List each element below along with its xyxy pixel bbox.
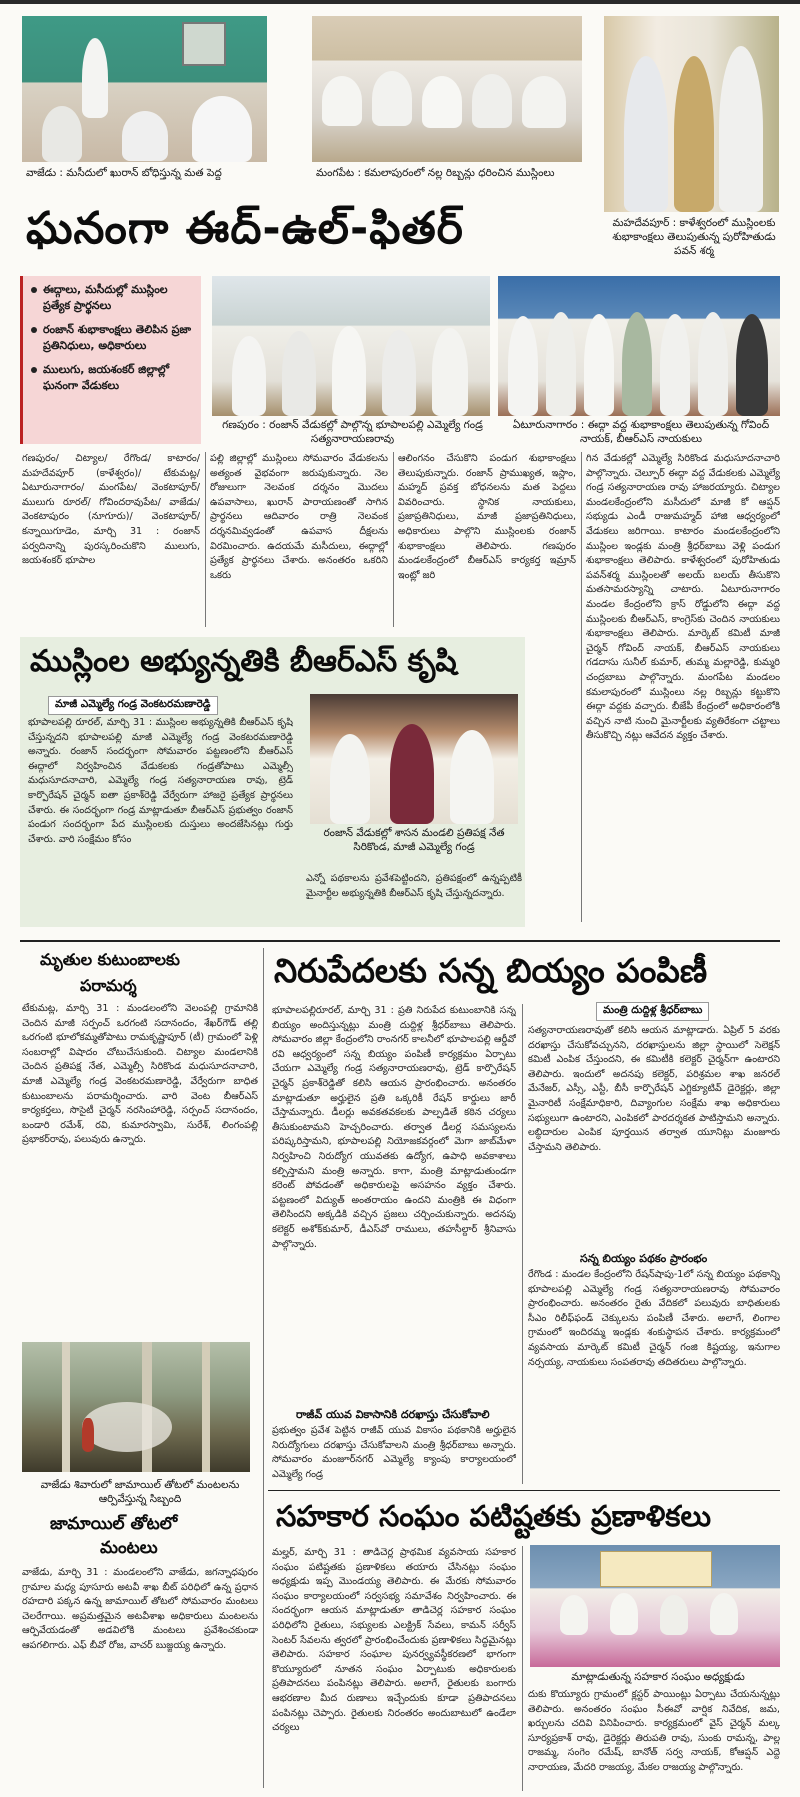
condolence-headline: మృతుల కుటుంబాలకు [40, 950, 180, 969]
rice-byline: మంత్రి దుద్దిళ్ల శ్రీధర్‌బాబు [596, 1002, 709, 1021]
caption-forest-fire: వాజేడు శివారులో జామాయిల్ తోటలో మంటలను ఆర్పివేస్తున్న సిబ్బంది [40, 1479, 240, 1505]
eid-body-col4: గిన వేడుకల్లో ఎమ్మెల్యే సిరికొండ మధుసూదనాచారి పాల్గొన్నారు. చెల్పూర్ ఈద్గా వద్ద వేడుకలకు ఎమ్మెల్యే గండ్ర సత్యనారాయణ రావు హాజరయ్యారు. చిట్యాల మండలకేంద్రంలోని మసీదులో మాజీ కో ఆప్షన్ సభ్యుడు ఎండీ రాజుమహ్మద్ హాజి ఆధ్వర్యంలో వేడుకలు జరిగాయి. కాటారం మండలకేంద్రంలోని ముస్లింల ఇండ్లకు మంత్రి శ్రీధర్‌బాబు వెళ్లి పండుగ శుభాకాంక్షలు తెలిపారు. కాళేశ్వరంలో పురోహితుడు పవన్‌శర్మ ముస్లింలతో అలయ్ బలయ్ తీసుకొని మతసామరస్యాన్ని చాటారు. ఏటూరునాగారం మండల కేంద్రంలోని క్రాస్ రోడ్డులోని ఈద్గా వద్ద ముస్లింలకు బీఆర్ఎస్, కాంగ్రెస్‌కు చెందిన నాయకులు శుభాకాంక్షలు తెలిపారు. మార్కెట్ కమిటీ మాజీ చైర్మన్ గోవింద్ నాయక్, బీఆర్ఎస్ నాయకులు గడదాసు సునీల్ కుమార్, తుమ్మ మల్లారెడ్డి, కుమ్మరి చంద్రబాబు పాల్గొన్నారు. మంగపేట మండలం కమలాపురంలో ముస్లింలు నల్ల రిబ్బన్లు కట్టుకొని ఈద్గా వద్దకు వచ్చారు. బీజేపీ కేంద్రంలో అధికారంలోకి వచ్చిన నాటి నుంచి మైనార్టీలకు వ్యతిరేకంగా చట్టాలు తీసుకొచ్చి నట్లు ఆవేదన వ్యక్తం చేశారు. [586, 453, 780, 742]
photo-mangapeta-crowd [312, 16, 582, 162]
rice-body-col2: సత్యనారాయణరావుతో కలిసి ఆయన మాట్లాడారు. ఏప్రిల్ 5 వరకు దరఖాస్తు చేసుకోవచ్చునని, దరఖాస్తులను జిల్లా స్థాయిలో సెలెక్షన్ కమిటీ ఎంపిక చేస్తుందని, ఈ కమిటీకి కలెక్టర్ చైర్మన్‌గా ఉంటారని తెలిపారు. ఇందులో అదనపు కలెక్టర్, పరిశ్రమల శాఖ జనరల్ మేనేజర్, ఎస్సీ, ఎస్టీ, బీసీ కార్పొరేషన్ ఎగ్జిక్యూటివ్ డైరెక్టర్లు, జిల్లా మైనారిటీ సంక్షేమాధికారి, దివ్యాంగుల సంక్షేమ శాఖ అధికారులు సభ్యులుగా ఉంటారని, ఎంపికలో పారదర్శకత పాటిస్తామని అన్నారు. లబ్ధిదారుల ఎంపిక పూర్తయిన తర్వాత యూనిట్లు మంజూరు చేస్తామని తెలిపారు. [528, 1025, 780, 1153]
column-divider [393, 452, 394, 627]
rice-headline: నిరుపేదలకు సన్న బియ్యం పంపిణీ [274, 951, 708, 990]
section-rule [268, 1490, 780, 1491]
forest-body: వాజేడు, మార్చి 31 : మండలంలోని వాజేడు, జగన్నాధపురం గ్రామాల మధ్య పూసూరు అటవీ శాఖ బీట్ పరిధిలో ఉన్న ప్రధాన రహదారి పక్కన ఉన్న జామాయిల్ తోటలో సోమవారం మంటలు చెలరేగాయి. అప్రమత్తమైన అటవీశాఖ అధికారులు మంటలను ఆర్పివేయడంతో అడవిలోకి మంటలు ప్రవేశించకుండా ఆపగలిగారు. ఎఫ్ బీవో రోజ, వాచర్ బుజ్జయ్య ఉన్నారు. [22, 1567, 258, 1651]
column-divider [522, 1546, 523, 1791]
sahakara-headline: సహకార సంఘం పటిష్టతకు ప్రణాళికలు [276, 1499, 712, 1533]
photo-brs-ramzan [310, 694, 518, 824]
condolence-body: టేకుమట్ల, మార్చి 31 : మండలంలోని వెలంపల్లి గ్రామానికి చెందిన మాజీ సర్పంచ్ ఒరగంటి సదానందం, శేఖర్‌గౌడ్ తల్లి ఒరగంటి భూలోకమ్మతోపాటు రామకృష్ణాపూర్ (టీ) గ్రామంలో పెళ్లి సంబరాల్లో విషాదం చోటుచేసుకుంది. చిట్యాల మండలానికి చెందిన ప్రతిపక్ష నేత, ఎమ్మెల్సీ సిరికొండ మధుసూదనాచారి, మాజీ ఎమ్మెల్యే గండ్ర వెంకటరమణారెడ్డి, వేర్వేరుగా బాధిత కుటుంబాలను పరామర్శించారు. వారి వెంట బీఆర్ఎస్ కార్యకర్తలు, సొసైటీ చైర్మన్ నరసింహారెడ్డి, సర్పంచ్ సదానందం, బండారి రమేశ్, రవి, కుమారస్వామి, సురేశ్, లింగంపల్లి ప్రభాకర్‌రావు, పలువురు ఉన్నారు. [22, 1003, 258, 1146]
caption-vajedu-mosque: వాజేడు : మసీదులో ఖురాన్ బోధిస్తున్న మత పెద్ద [26, 167, 222, 179]
caption-eturunagaram: ఏటూరునాగారం : ఈద్గా వద్ద శుభాకాంక్షలు తెలుపుతున్న గోవింద్ నాయక్, బీఆర్ఎస్ నాయకులు [512, 419, 770, 445]
condolence-headline-2: పరామర్శ [80, 976, 137, 995]
brs-headline: ముస్లింల అభ్యున్నతికి బీఆర్ఎస్ కృషి [30, 644, 457, 679]
photo-ganapuram-mla [212, 276, 490, 416]
sahakara-body-col2: దుకు కొయ్యూరు గ్రామంలో క్లస్టర్ పాయింట్లు ఏర్పాటు చేయనున్నట్లు తెలిపారు. అనంతరం సంఘం సీఈవో వార్షిక నివేదిక, జమ, ఖర్చులను చదివి వినిపించారు. కార్యక్రమంలో వైస్ చైర్మన్ మల్క సూర్యప్రకాశ్ రావు, డైరెక్టర్లు తిరుపతి రావు, సుంకు రామన్న, పాల్ల రాజమ్మ, సంగెం రమేష్, బానోత్ సర్వ నాయక్, కోఆప్షన్ ఎద్దె నారాయణ, మేదరి రాజయ్య, మేకల రాజయ్య పాల్గొన్నారు. [528, 1689, 780, 1773]
highlight-item: ఈద్గాలు, మసీదుల్లో ముస్లింల ప్రత్యేక ప్రార్థనలు [29, 282, 195, 314]
eid-highlights-box [20, 276, 201, 444]
forest-headline: జామాయిల్ తోటలో [50, 1514, 178, 1534]
rice-body-col2b: రేగొండ : మండల కేంద్రంలోని రేషన్‌షాపు-1లో సన్న బియ్యం పథకాన్ని భూపాలపల్లి ఎమ్మెల్యే గండ్ర సత్యనారాయణరావు సోమవారం ప్రారంభించారు. అనంతరం రైతు వేదికలో పలువురు బాధితులకు సీఎం రిలీఫ్‌ఫండ్ చెక్కులను పంపిణీ చేశారు. అలాగే, లింగాల గ్రామంలో ఇందిరమ్మ ఇండ్లకు శంకుస్థాపన చేశారు. కార్యక్రమంలో వ్యవసాయ మార్కెట్ కమిటీ చైర్మన్ గంజి కిష్టయ్య, ఇనుగాల నర్సయ్య, నాయకులు సంపతరావు తదితరులు పాల్గొన్నారు. [528, 1269, 780, 1368]
page-top-rule [0, 0, 800, 4]
rice-subhead-yuva: రాజీవ్ యువ వికాసానికి దరఖాస్తు చేసుకోవాలి [296, 1408, 490, 1421]
brs-tail: ఎన్నో పథకాలను ప్రవేశపెట్టిందని, ప్రతిపక్షంలో ఉన్నప్పటికీ మైనార్టీల అభ్యున్నతికి బీఆర్ఎస్ కృషి చేస్తున్నదన్నారు. [306, 873, 522, 899]
forest-headline-2: మంటలు [100, 1538, 158, 1558]
rice-body-col1b: ప్రభుత్వం ప్రవేశ పెట్టిన రాజీవ్ యువ వికాసం పథకానికి అర్హులైన నిరుద్యోగులు దరఖాస్తు చేసుకోవాలని మంత్రి శ్రీధర్‌బాబు అన్నారు. సోమవారం మంజూర్‌నగర్ ఎమ్మెల్యే క్యాంపు కార్యాలయంలో ఎమ్మెల్యే గండ్ర [272, 1425, 516, 1480]
caption-ganapuram: గణపురం : రంజాన్ వేడుకల్లో పాల్గొన్న భూపాలపల్లి ఎమ్మెల్యే గండ్ర సత్యనారాయణరావు [222, 419, 483, 445]
column-divider [263, 948, 264, 1788]
caption-mahadevpur: మహదేవపూర్ : కాళేశ్వరంలో ముస్లింలకు శుభాకాంక్షలు తెలుపుతున్న పురోహితుడు పవన్ శర్మ [612, 217, 776, 257]
photo-eturunagaram-group [498, 276, 780, 416]
brs-body: భూపాలపల్లి రూరల్, మార్చి 31 : ముస్లింల అభ్యున్నతికి బీఆర్ఎస్ కృషి చేస్తున్నదని భూపాలపల్లి మాజీ ఎమ్మెల్యే గండ్ర వెంకటరమణారెడ్డి అన్నారు. రంజాన్ సందర్భంగా సోమవారం పట్టణంలోని బీఆర్ఎస్ ఈద్గాలో నిర్వహించిన వేడుకలకు గండ్రతోపాటు ఎమ్మెల్సీ మధుసూదనాచారి, ఎమ్మెల్యే గండ్ర సత్యనారాయణ రావు, ట్రెడ్ కార్పొరేషన్ చైర్మన్ ఐతా ప్రకాశ్‌రెడ్డి వేర్వేరుగా హాజరై ప్రత్యేక ప్రార్థనలు చేశారు. ఈ సందర్భంగా గండ్ర మాట్లాడుతూ బీఆర్ఎస్ ప్రభుత్వం రంజాన్ పండుగ సందర్భంగా పేద ముస్లింలకు దుస్తులు అందజేసినట్లు గుర్తు చేశారు. వారి సంక్షేమం కోసం [28, 717, 293, 845]
rice-body-col1: భూపాలపల్లిరూరల్, మార్చి 31 : ప్రతి నిరుపేద కుటుంబానికి సన్న బియ్యం అందిస్తున్నట్లు మంత్రి దుద్దిళ్ల శ్రీధర్‌బాబు తెలిపారు. సోమవారం జిల్లా కేంద్రంలోని రాంనగర్ కాలనీలో భూపాలపల్లి ఆర్డీవో రవి ఆధ్వర్యంలో సన్న బియ్యం పంపిణీ కార్యక్రమం ఏర్పాటు చేయగా ఎమ్మెల్యే గండ్ర సత్యనారాయణరావు, ట్రెడ్ కార్పొరేషన్ చైర్మన్ ప్రకాశ్‌రెడ్డితో కలిసి ఆయన ప్రారంభించారు. అనంతరం మాట్లాడుతూ అర్హులైన ప్రతి ఒక్కరికీ రేషన్ కార్డులు జారీ చేస్తామన్నారు. డీలర్లు అవకతవకలకు పాల్పడితే కఠిన చర్యలు తీసుకుంటామని హెచ్చరించారు. తర్వాత డీలర్ల సమస్యలను పరిష్కరిస్తామని, భూపాలపల్లి నియోజకవర్గంలో మెగా జాబ్‌మేళా నిర్వహించి నిరుద్యోగ యువతకు ఉద్యోగ, ఉపాధి అవకాశాలు కల్పిస్తామని మంత్రి అన్నారు. కాగా, మంత్రి మాట్లాడుతుండగా కరెంట్ పోవడంతో అధికారులపై అసహనం వ్యక్తం చేశారు. పట్టణంలో విద్యుత్ అంతరాయం ఉందని మంత్రికి ఈ విధంగా తెలిసిందని అక్కడికి వచ్చిన ప్రజలు చర్చించుకున్నారు. అదనపు కలెక్టర్ అశోక్‌కుమార్, డీఎస్‌వో రాములు, తహసీల్దార్ శ్రీనివాసు పాల్గొన్నారు. [272, 1005, 516, 1250]
highlight-item: రంజాన్ శుభాకాంక్షలు తెలిపిన ప్రజా ప్రతినిధులు, అధికారులు [29, 322, 195, 354]
column-divider [205, 452, 206, 627]
photo-kaleshwaram-priest [604, 16, 779, 212]
eid-body-col3: ఆలింగనం చేసుకొని పండుగ శుభాకాంక్షలు తెలుపుకున్నారు. రంజాన్ ప్రాముఖ్యత, ఇస్లాం, మహ్మద్ ప్రవక్త బోధనలను మత పెద్దలు వివరించారు. స్థానిక నాయకులు, ప్రజాప్రతినిధులు, మాజీ ప్రజాప్రతినిధులు, అధికారులు పాల్గొని ముస్లింలకు రంజాన్ శుభాకాంక్షలు తెలిపారు. గణపురం మండలకేంద్రంలో బీఆర్ఎస్ కార్యకర్త ఇమ్రాన్ ఇంట్లో జరి [398, 453, 576, 581]
highlight-item: ములుగు, జయశంకర్ జిల్లాల్లో ఘనంగా వేడుకలు [29, 362, 195, 394]
sahakara-body-col1: మల్హర్, మార్చి 31 : తాడిచెర్ల ప్రాథమిక వ్యవసాయ సహకార సంఘం పటిష్టతకు ప్రణాళికలు తయారు చేసినట్లు సంఘం అధ్యక్షుడు ఇప్ప మొండయ్య తెలిపారు. ఈ మేరకు సోమవారం సంఘం కార్యాలయంలో సర్వసభ్య సమావేశం నిర్వహించారు. ఈ సందర్భంగా ఆయన మాట్లాడుతూ తాడిచెర్ల సహకార సంఘం పరిధిలోని రైతులు, సభ్యులకు ఎలక్ట్రిక్ సేవలు, కామన్ సర్వీస్ సెంటర్ సేవలను త్వరలో ప్రారంభించేందుకు ప్రణాళికలు సిద్ధమైనట్లు తెలిపారు. సహకార సంఘాల పునర్వ్యవస్థీకరణలో భాగంగా కొయ్యూరులో నూతన సంఘం ఏర్పాటుకు అధికారులకు ప్రతిపాదనలు పంపినట్లు తెలిపారు. అలాగే, రైతులకు బంగారు ఆభరణాల మీద రుణాలు ఇచ్చేందుకు కూడా ప్రతిపాదనలు పంపినట్లు చెప్పారు. రైతులకు నిరంతరం అందుబాటులో ఉండేలా చర్యలు [272, 1547, 516, 1734]
section-rule [20, 940, 780, 942]
column-divider [581, 452, 582, 922]
rice-subhead-scheme: సన్న బియ్యం పథకం ప్రారంభం [580, 1252, 708, 1265]
column-divider [522, 1004, 523, 1484]
photo-sahakara-meeting [530, 1545, 780, 1667]
eid-headline: ఘనంగా ఈద్-ఉల్-ఫితర్ [26, 203, 464, 254]
brs-byline: మాజీ ఎమ్మెల్యే గండ్ర వెంకటరమణారెడ్డి [48, 696, 218, 715]
caption-sahakara: మాట్లాడుతున్న సహకార సంఘం అధ్యక్షుడు [571, 1671, 745, 1683]
photo-forest-fire [22, 1342, 250, 1472]
photo-mosque-sermon [22, 16, 267, 162]
caption-mangapeta: మంగపేట : కమలాపురంలో నల్ల రిబ్బన్లు ధరించిన ముస్లింలు [316, 167, 555, 179]
eid-body-col2: పల్లి జిల్లాల్లో ముస్లింలు సోమవారం వేడుకలను అత్యంత వైభవంగా జరుపుకున్నారు. నెల రోజులుగా నెలవంక దర్శనం మొదలు ఉపవాసాలు, ఖురాన్ పారాయణంతో సాగిన ప్రార్థనలు ఆదివారం రాత్రి నెలవంక దర్శనమివ్వడంతో ఉపవాస దీక్షలను విరమించారు. ఉదయమే మసీదులు, ఈద్గాల్లో ప్రత్యేక ప్రార్థనలు చేశారు. అనంతరం ఒకరిని ఒకరు [210, 453, 388, 581]
caption-brs-photo: రంజాన్ వేడుకల్లో శాసన మండలి ప్రతిపక్ష నేత సిరికొండ, మాజీ ఎమ్మెల్యే గండ్ర [323, 827, 505, 853]
eid-body-col1: గణపురం/ చిట్యాల/ రేగొండ/ కాటారం/ మహదేవపూర్ (కాళేశ్వరం)/ టేకుమట్ల/ఏటూరునాగారం/ మంగపేట/ వెంకటాపూర్/ ములుగు రూరల్/ గోవిందరావుపేట/ వాజేడు/ వెంకటాపురం (నూగూరు)/ వెంకటాపూర్/కన్నాయిగూడెం, మార్చి 31 : రంజాన్ పర్వదినాన్ని పురస్కరించుకొని ములుగు, జయశంకర్ భూపాల [22, 453, 200, 567]
